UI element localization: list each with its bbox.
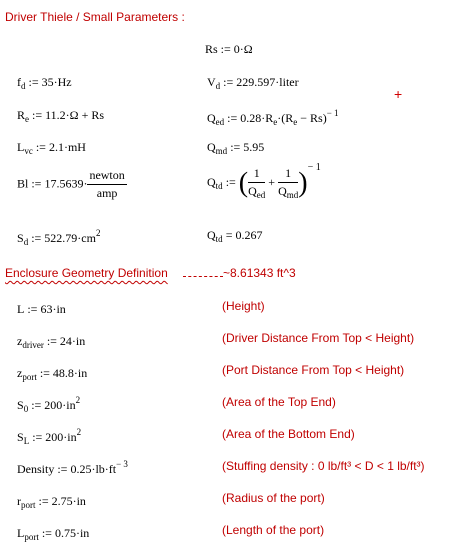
geometry-comment: (Height) — [222, 299, 265, 313]
plus-marker: + — [394, 86, 403, 102]
fd-equation[interactable]: $f_d$ := 35·Hz — [17, 75, 72, 91]
re-equation[interactable]: $R_e$ := 11.2·Ω + Rs — [17, 108, 105, 124]
rs-equation[interactable]: Rs := 0·Ω — [205, 42, 253, 56]
geometry-equation[interactable]: $S_0$ := $200\cdot in^2$ — [17, 395, 81, 414]
volume-note: ~8.61343 ft^3 — [223, 266, 296, 280]
connector-line — [183, 276, 223, 277]
geometry-comment: (Driver Distance From Top < Height) — [222, 331, 415, 345]
geometry-comment: (Radius of the port) — [222, 491, 325, 505]
section-title-driver-params: Driver Thiele / Small Parameters : — [5, 10, 185, 24]
geometry-comment: (Area of the Top End) — [222, 395, 336, 409]
geometry-comment: (Area of the Bottom End) — [222, 427, 355, 441]
geometry-equation[interactable]: $r_{port}$ := 2.75·in — [17, 494, 86, 510]
geometry-comment: (Length of the port) — [222, 523, 325, 537]
geometry-equation[interactable]: Density := $0.25\cdot lb\cdot ft^{- 3}$ — [17, 459, 128, 476]
qtd-definition[interactable]: $Q_{td}$ := ( $\frac{1}{Q_{ed}}$ + $\frac{1}{Q_{md}}$ )$^{- 1}$ — [207, 162, 321, 201]
bl-equation[interactable]: Bl := 17.5639· $\frac{\text{newton}}{\text{amp}}$ — [17, 168, 125, 200]
geometry-equation[interactable]: $z_{driver}$ := 24·in — [17, 334, 86, 350]
sd-equation[interactable]: $S_d$ := $522.79\cdot cm^2$ — [17, 228, 101, 247]
geometry-equation[interactable]: $z_{port}$ := 48.8·in — [17, 366, 88, 382]
geometry-equation[interactable]: L := 63·in — [17, 302, 66, 316]
qmd-equation[interactable]: $Q_{md}$ := 5.95 — [207, 140, 265, 156]
qtd-result[interactable]: $Q_{td} = 0.267$ — [207, 228, 263, 244]
geometry-comment: (Port Distance From Top < Height) — [222, 363, 405, 377]
geometry-equation[interactable]: $S_L$ := $200\cdot in^2$ — [17, 427, 82, 446]
section-title-enclosure: Enclosure Geometry Definition — [5, 266, 168, 280]
geometry-comment: (Stuffing density : 0 lb/ft³ < D < 1 lb/ft³) — [222, 459, 425, 473]
qed-equation[interactable]: $Q_{ed}$ := $0.28\cdot R_e\cdot(R_e - Rs)^{- 1}$ — [207, 108, 339, 127]
vd-equation[interactable]: $V_d$ := 229.597·liter — [207, 75, 299, 91]
lvc-equation[interactable]: $L_{vc}$ := 2.1·mH — [17, 140, 86, 156]
geometry-equation[interactable]: $L_{port}$ := 0.75·in — [17, 526, 90, 542]
